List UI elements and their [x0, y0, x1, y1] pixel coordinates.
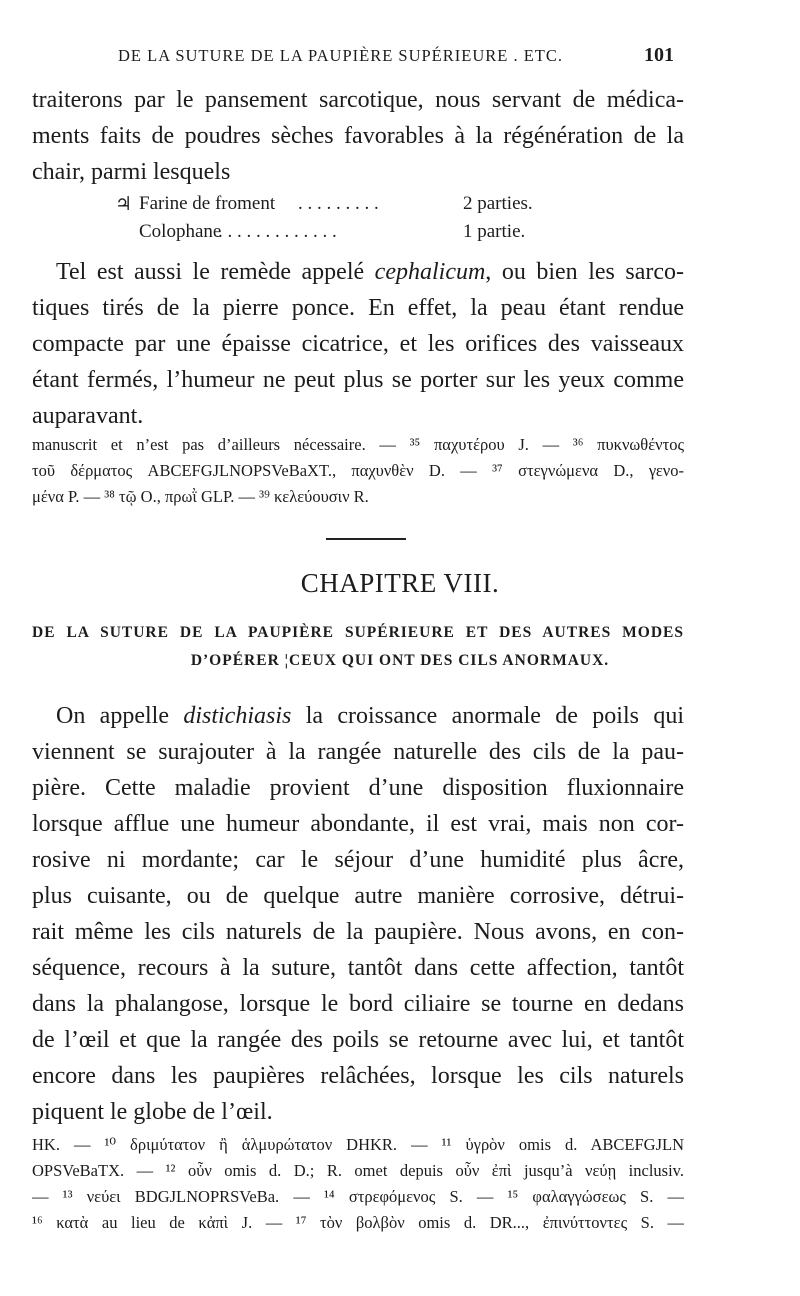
recipe-dots-2: . . . . . . . . . . . . .	[218, 221, 337, 242]
footnote-top-2: τοῦ δέρματος ABCEFGJLNOPSVeBaXT., παχυνθὲν D. — ³⁷ στεγνώμενα D., γενο-	[32, 461, 684, 480]
recipe-dots-1: . . . . . . . . .	[298, 193, 379, 214]
para3-line-2: viennent se surajouter à la rangée naturelle des cils de la pau-	[32, 739, 684, 765]
footnote-bottom-2: OPSVeBaTX. — ¹² οὖν omis d. D.; R. omet depuis οὖν ἐπὶ jusqu’à νεύῃ inclusiv.	[32, 1161, 684, 1180]
para3-line-9: dans la phalangose, lorsque le bord ciliaire se tourne en dedans	[32, 991, 684, 1017]
para3-line-8: séquence, recours à la suture, tantôt dans cette affection, tantôt	[32, 955, 684, 981]
footnote-top-1: manuscrit et n’est pas d’ailleurs nécessaire. — ³⁵ παχυτέρου J. — ³⁶ πυκνωθέντος	[32, 435, 684, 454]
running-head: DE LA SUTURE DE LA PAUPIÈRE SUPÉRIEURE . ETC.	[118, 46, 563, 65]
recipe-quantity-1: 2 parties.	[463, 193, 533, 214]
para3-line-4: lorsque afflue une humeur abondante, il est vrai, mais non cor-	[32, 811, 684, 837]
chapter-subtitle-line-1: DE LA SUTURE DE LA PAUPIÈRE SUPÉRIEURE ET DES AUTRES MODES	[32, 624, 684, 641]
recipe-symbol: ♃	[115, 194, 133, 215]
recipe-ingredient-1: Farine de froment	[139, 193, 276, 214]
chapter-subtitle-line-2: D’OPÉRER ¦CEUX QUI ONT DES CILS ANORMAUX.	[190, 652, 610, 669]
para2-line-3: compacte par une épaisse cicatrice, et les orifices des vaisseaux	[32, 331, 684, 357]
para2-line-5: auparavant.	[32, 403, 144, 429]
para3-line-3: pière. Cette maladie provient d’une disposition fluxionnaire	[32, 775, 684, 801]
chapter-title: CHAPITRE VIII.	[300, 568, 500, 598]
footnote-bottom-3: — ¹³ νεύει BDGJLNOPRSVeBa. — ¹⁴ στρεφόμενος S. — ¹⁵ φαλαγγώσεως S. —	[32, 1187, 684, 1206]
footnote-bottom-1: HK. — ¹⁰ δριμύτατον ἢ ἁλμυρώτατον DHKR. — ¹¹ ὑγρὸν omis d. ABCEFGJLN	[32, 1135, 684, 1154]
recipe-ingredient-2: Colophane	[139, 221, 222, 242]
footnote-top-3: μένα P. — ³⁸ τῷ O., πρωῒ GLP. — ³⁹ κελεύουσιν R.	[32, 487, 369, 506]
para3-line-10: de l’œil et que la rangée des poils se retourne avec lui, et tantôt	[32, 1027, 684, 1053]
intro-line-2: ments faits de poudres sèches favorables à la régénération de la	[32, 123, 684, 149]
para2-line-4: étant fermés, l’humeur ne peut plus se porter sur les yeux comme	[32, 367, 684, 393]
section-divider	[326, 538, 406, 540]
para3-line-6: plus cuisante, ou de quelque autre manière corrosive, détrui-	[32, 883, 684, 909]
para3-line-1: On appelle distichiasis la croissance anormale de poils qui	[56, 703, 684, 729]
para2-line-1: Tel est aussi le remède appelé cephalicum, ou bien les sarco-	[56, 259, 684, 285]
para3-line-7: rait même les cils naturels de la paupière. Nous avons, en con-	[32, 919, 684, 945]
para2-line-2: tiques tirés de la pierre ponce. En effet, la peau étant rendue	[32, 295, 684, 321]
intro-line-3: chair, parmi lesquels	[32, 159, 231, 185]
page-number: 101	[644, 44, 674, 66]
recipe-quantity-2: 1 partie.	[463, 221, 526, 242]
latin-term-cephalicum: cephalicum	[374, 259, 486, 285]
latin-term-distichiasis: distichiasis	[183, 703, 292, 729]
intro-line-1: traiterons par le pansement sarcotique, nous servant de médica-	[32, 87, 684, 113]
para3-line-11: encore dans les paupières relâchées, lorsque les cils naturels	[32, 1063, 684, 1089]
para3-line-5: rosive ni mordante; car le séjour d’une humidité plus âcre,	[32, 847, 684, 873]
para3-line-12: piquent le globe de l’œil.	[32, 1099, 273, 1125]
footnote-bottom-4: ¹⁶ κατὰ au lieu de κἀπὶ J. — ¹⁷ τὸν βολβὸν omis d. DR..., ἐπινύττοντες S. —	[32, 1213, 684, 1232]
